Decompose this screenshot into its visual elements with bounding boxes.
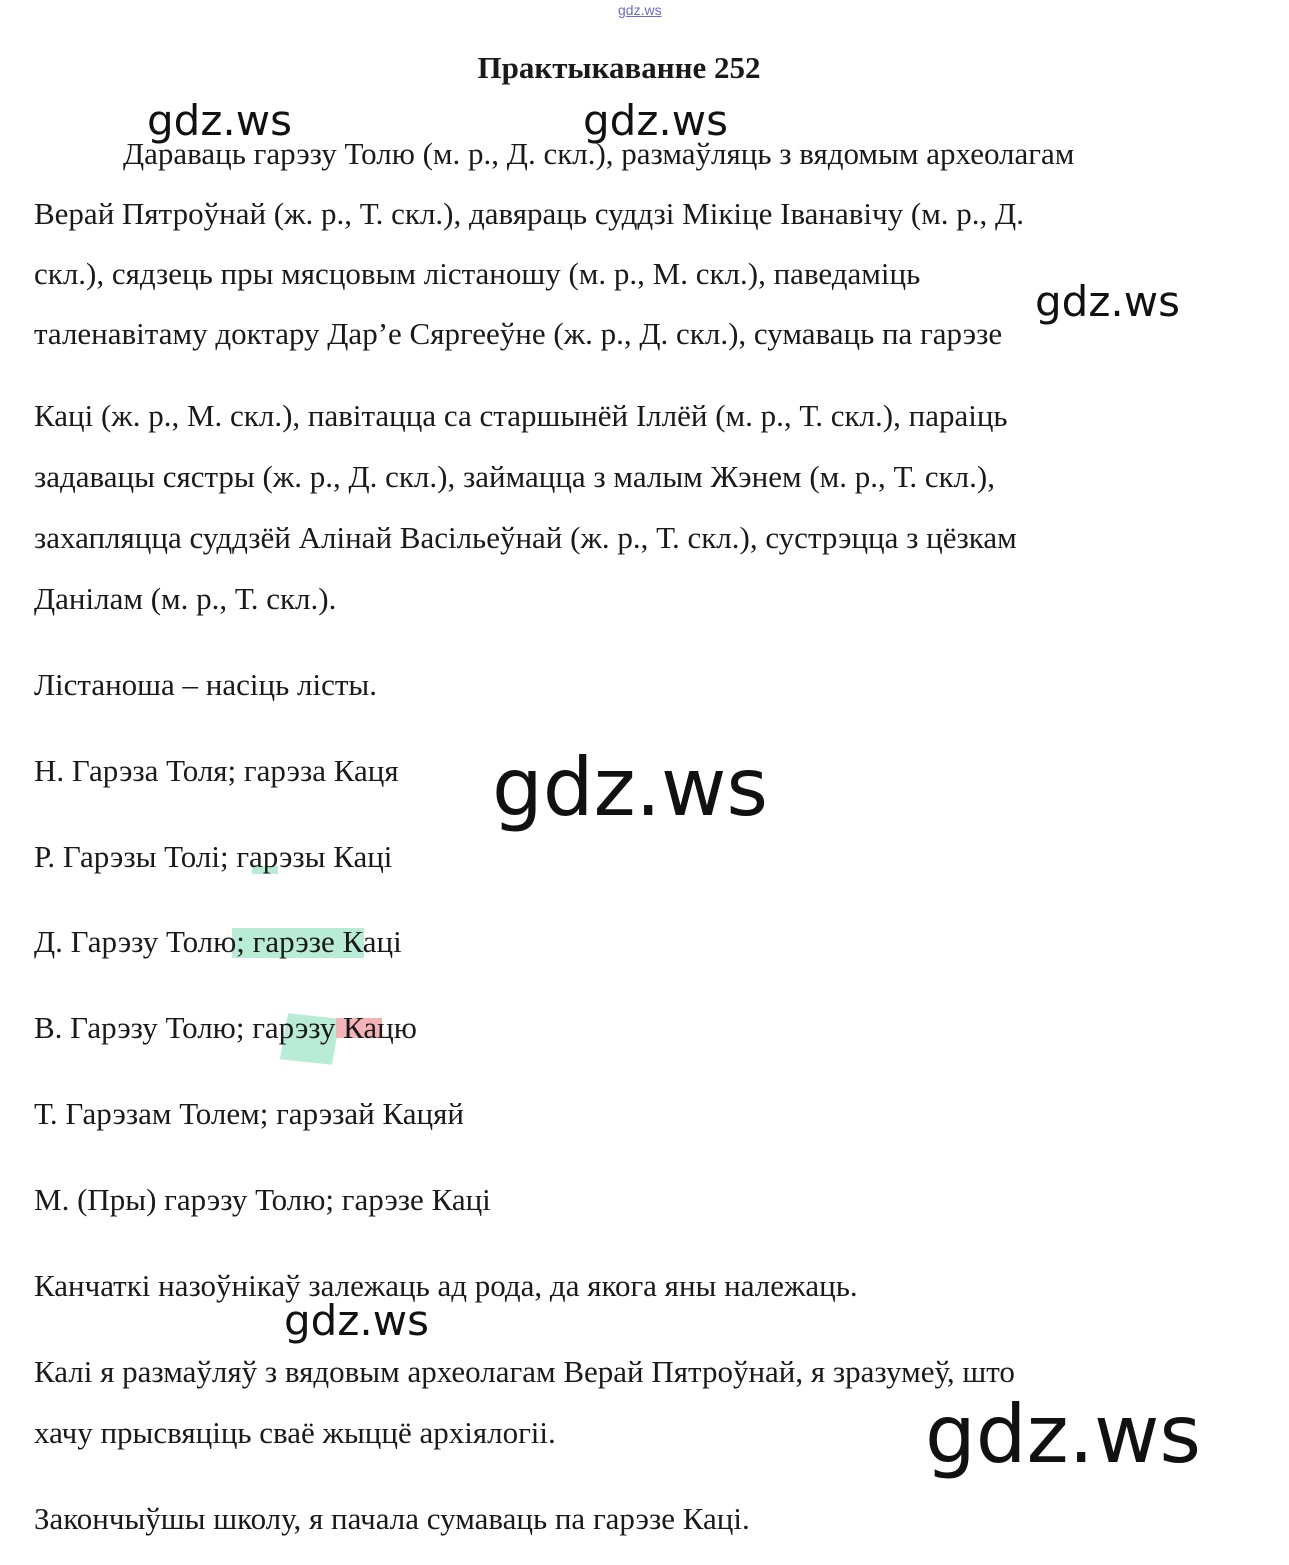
paragraph-1-line-2: Верай Пятроўнай (ж. р., Т. скл.), давяраць суддзі Мікіце Іванавічу (м. р., Д. [34,196,1024,231]
watermark: gdz.ws [147,96,292,145]
declension-nominative: Н. Гарэза Толя; гарэза Каця [34,753,399,788]
watermark: gdz.ws [925,1388,1202,1481]
paragraph-2-line-2: задавацы сястры (ж. р., Д. скл.), займацца з малым Жэнем (м. р., Т. скл.), [34,459,995,494]
watermark: gdz.ws [284,1296,429,1345]
declension-locative: М. (Пры) гарэзу Толю; гарэзе Каці [34,1182,491,1217]
paragraph-2-line-4: Данілам (м. р., Т. скл.). [34,581,337,616]
watermark: gdz.ws [583,96,728,145]
sentence-1-line-1: Калі я размаўляў з вядовым археолагам Верай Пятроўнай, я зразумеў, што [34,1354,1015,1389]
sentence-1-line-2: хачу прысвяціць сваё жыццё архіялогіі. [34,1415,556,1450]
conclusion-text: Канчаткі назоўнікаў залежаць ад рода, да якога яны належаць. [34,1268,858,1303]
paragraph-2-line-3: захапляцца суддзёй Алінай Васільеўнай (ж. р., Т. скл.), сустрэцца з цёзкам [34,520,1017,555]
watermark-link[interactable]: gdz.ws [618,2,662,18]
exercise-title: Практыкаванне 252 [477,50,761,85]
paragraph-1-line-4: таленавітаму доктару Дар’е Сяргееўне (ж. р., Д. скл.), сумаваць па гарэзе [34,316,1003,351]
declension-genitive: Р. Гарэзы Толі; гарэзы Каці [34,839,393,874]
paragraph-2-line-1: Каці (ж. р., М. скл.), павітацца са старшынёй Іллёй (м. р., Т. скл.), параіць [34,398,1008,433]
sentence-2: Закончыўшы школу, я пачала сумаваць па гарэзе Каці. [34,1501,750,1536]
declension-instrumental: Т. Гарэзам Толем; гарэзай Кацяй [34,1096,464,1131]
paragraph-1-line-1: Дараваць гарэзу Толю (м. р., Д. скл.), размаўляць з вядомым археолагам [123,136,1075,171]
definition-note: Лістаноша – насіць лісты. [34,667,377,702]
watermark: gdz.ws [1035,277,1180,326]
paragraph-1-line-3: скл.), сядзець пры мясцовым лістаношу (м. р., М. скл.), паведаміць [34,256,921,291]
watermark: gdz.ws [492,741,769,834]
declension-accusative: В. Гарэзу Толю; гарэзу Кацю [34,1010,417,1045]
declension-dative: Д. Гарэзу Толю; гарэзе Каці [34,924,402,959]
